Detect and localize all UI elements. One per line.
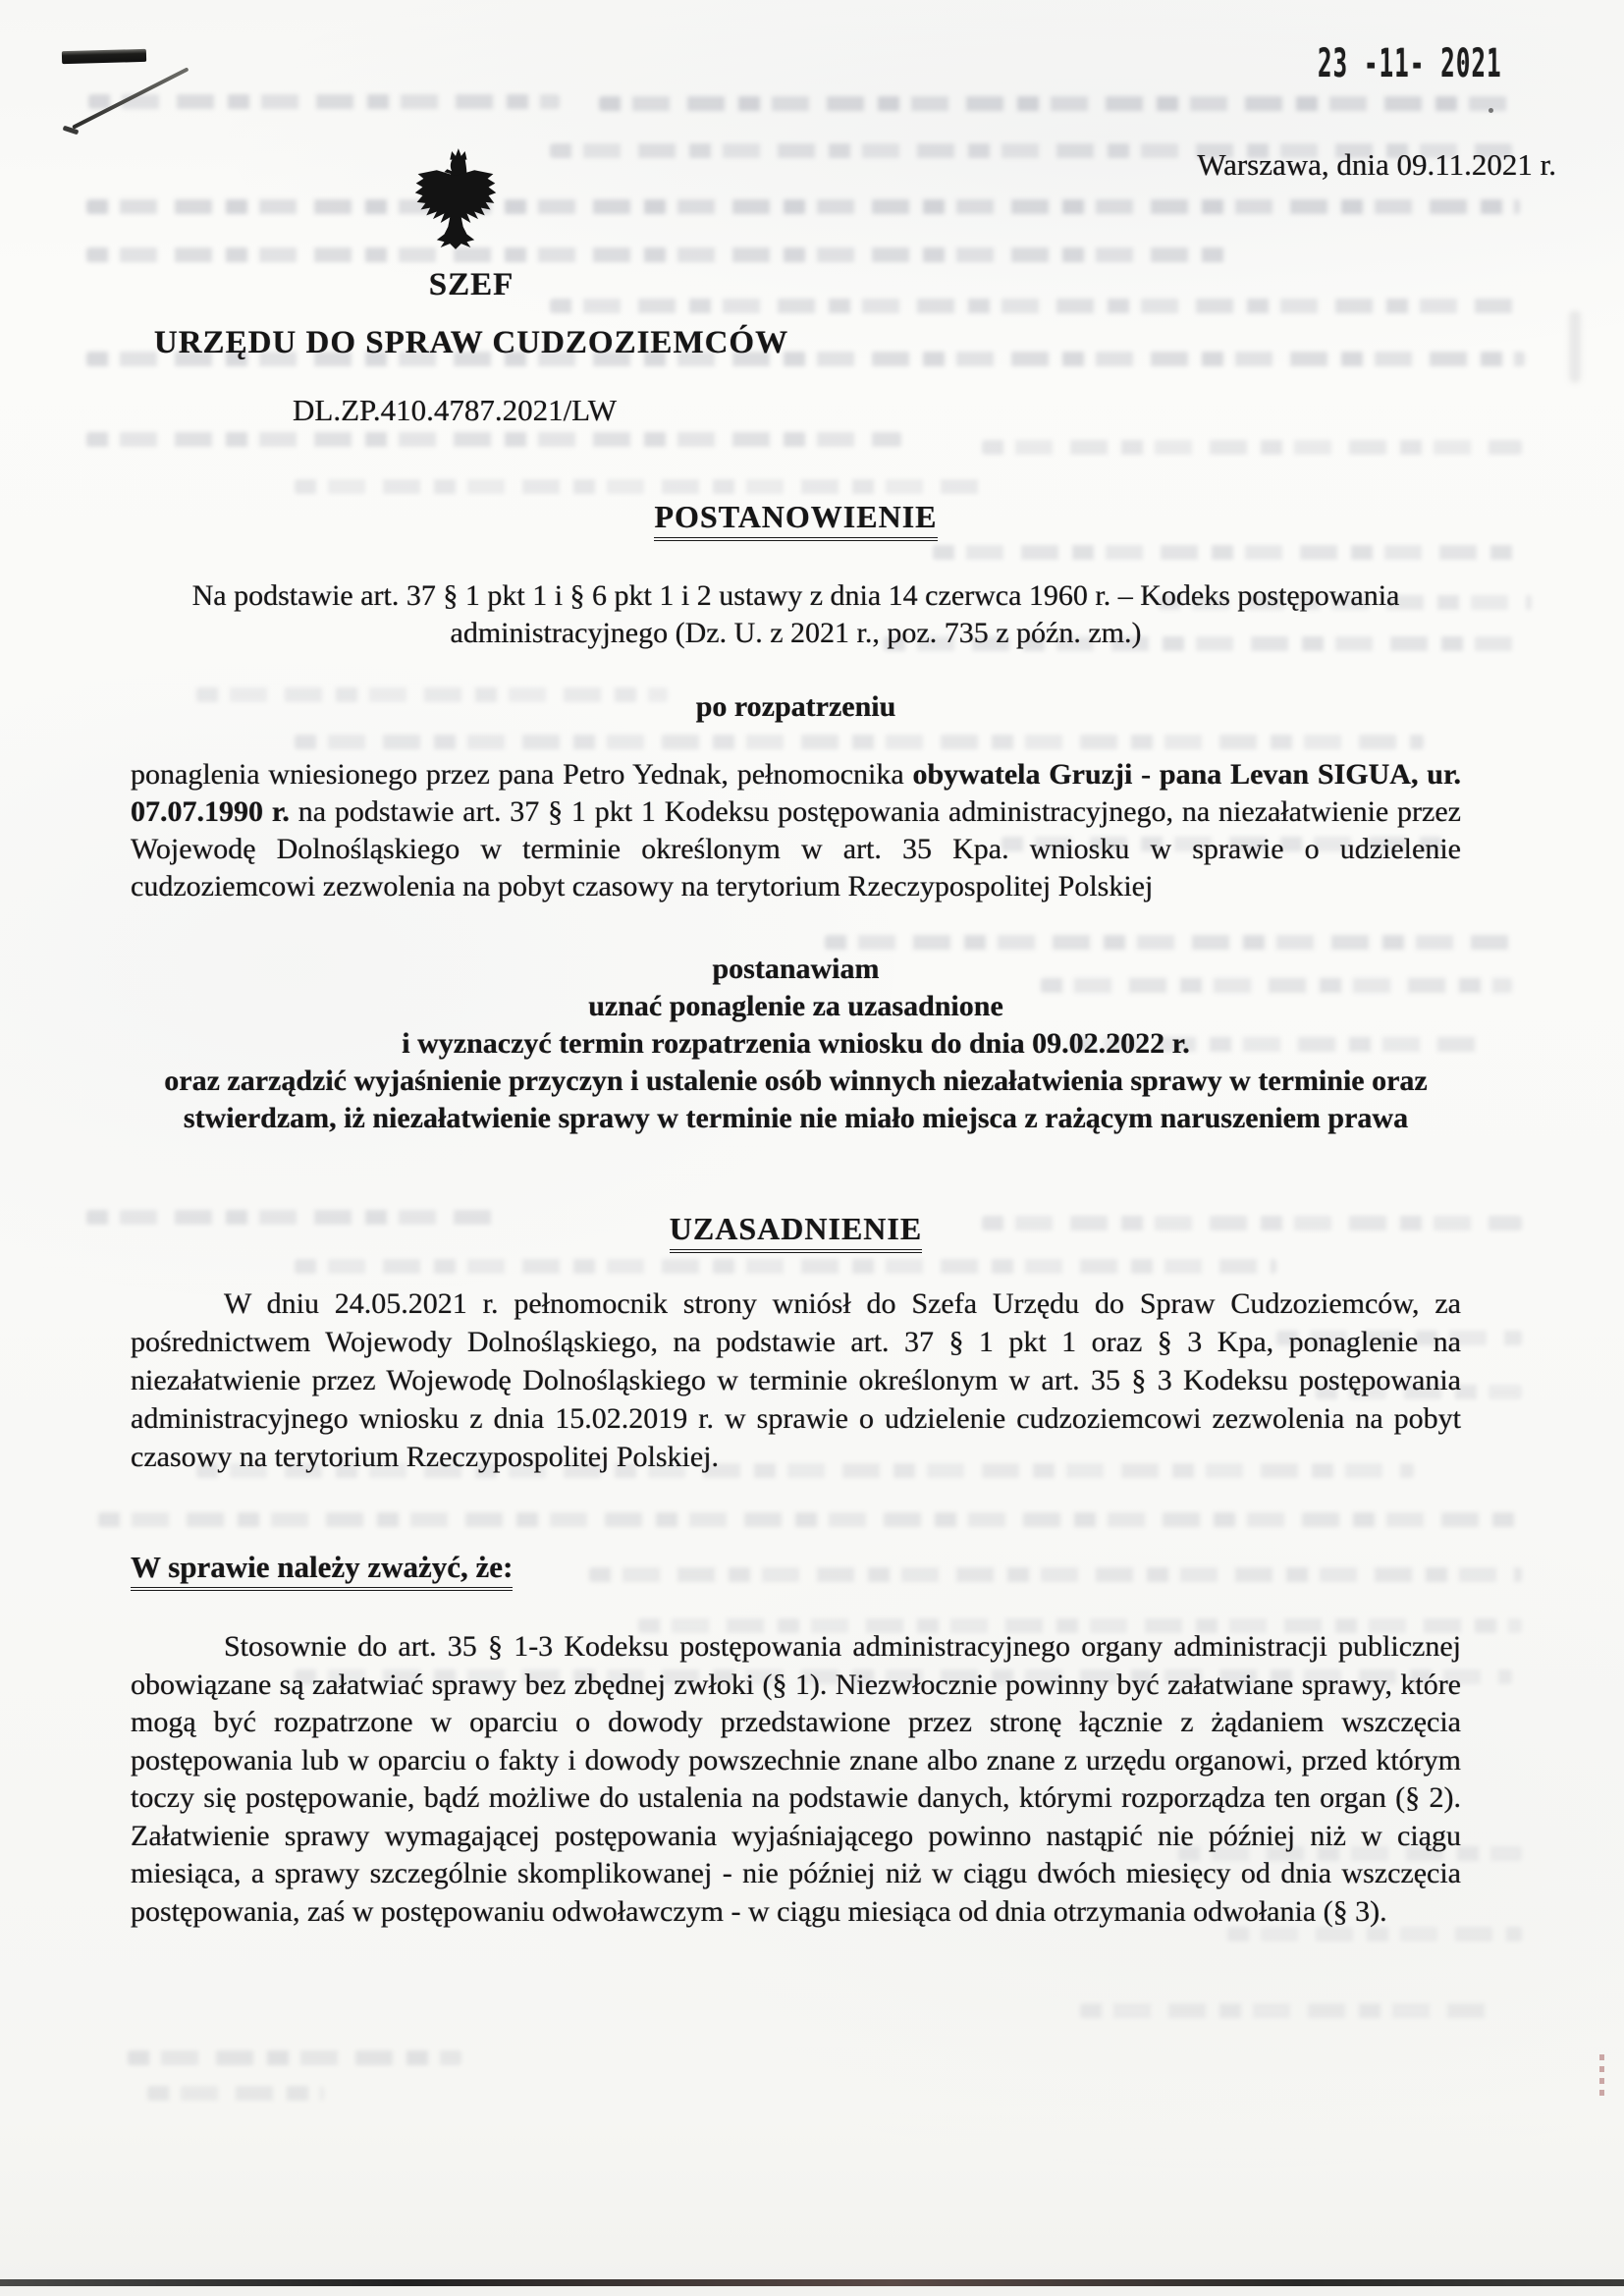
justification-paragraph-1: W dniu 24.05.2021 r. pełnomocnik strony wniósł do Szefa Urzędu do Spraw Cudzoziemców, za pośrednictwem Wojewody Dolnośląskiego, na podstawie art. 37 § 1 pkt 1 oraz § 3 Kpa, ponaglenie na niezałatwienie przez Wojewodę Dolnośląskiego w terminie określonym w art. 35 § 3 Kodeksu postępowania administracyjnego wniosku z dnia 15.02.2019 r. w sprawie o udzielenie cudzoziemcowi zezwolenia na pobyt czasowy na terytorium Rzeczypospolitej Polskiej. <box>131 1287 1461 1473</box>
justification-paragraph-2: Stosownie do art. 35 § 1-3 Kodeksu postępowania administracyjnego organy administracji publicznej obowiązane są załatwiać sprawy bez zbędnej zwłoki (§ 1). Niezwłocznie powinny być załatwiane sprawy, które mogą być rozpatrzone w oparciu o dowody przedstawione przez stronę łącznie z żądaniem wszczęcia postępowania lub w oparciu o fakty i dowody powszechnie znane albo znane z urzędu organowi, przed którym toczy się postępowanie, bądź możliwe do ustalenia na podstawie danych, którymi rozporządza ten organ (§ 2). Załatwienie sprawy wymagającej postępowania wyjaśniającego powinno nastąpić nie później niż w ciągu miesiąca, a sprawy szczególnie skomplikowanej - nie później niż w ciągu dwóch miesięcy od dnia wszczęcia postępowania, zaś w postępowaniu odwoławczym - w ciągu miesiąca od dnia otrzymania odwołania (§ 3). <box>131 1630 1461 1928</box>
justification-heading: UZASADNIENIE <box>670 1211 922 1253</box>
petition-text-normal: na podstawie art. 37 § 1 pkt 1 Kodeksu postępowania administracyjnego, na niezałatwienie przez Wojewodę Dolnośląskiego w terminie określonym w art. 35 Kpa. wniosku w sprawie o udzielenie cudzoziemcowi zezwolenia na pobyt czasowy na terytorium Rzeczypospolitej Polskiej <box>131 795 1461 902</box>
bleed-through-artifact <box>86 199 1520 214</box>
bleed-through-artifact <box>295 735 1424 749</box>
decision-title: POSTANOWIENIE <box>654 499 937 541</box>
polish-eagle-emblem-icon <box>408 147 503 251</box>
legal-basis-paragraph: Na podstawie art. 37 § 1 pkt 1 i § 6 pkt 1 i 2 ustawy z dnia 14 czerwca 1960 r. – Kodeks postępowania administracyjnego (Dz. U. z 2021 r., poz. 735 z późn. zm.) <box>191 579 1400 649</box>
bleed-through-artifact <box>86 432 901 447</box>
pen-mark-bar <box>62 49 146 64</box>
bleed-through-artifact <box>88 94 560 109</box>
scan-speck <box>1489 108 1493 113</box>
resolution-decide-label: postanawiam <box>712 953 880 985</box>
date-received-stamp: 23 -11- 2021 <box>1318 41 1502 86</box>
bleed-through-artifact <box>982 440 1522 455</box>
bleed-through-artifact <box>599 96 1512 111</box>
scan-edge-dashes <box>1599 2050 1604 2096</box>
bleed-through-artifact <box>295 479 982 494</box>
petition-text-normal: ponaglenia wniesionego przez pana Petro Yednak, pełnomocnika <box>131 758 913 791</box>
resolution-point-1: uznać ponaglenie za uzasadnione <box>588 990 1003 1022</box>
bleed-through-artifact <box>147 2086 324 2101</box>
scan-bottom-edge-line <box>0 2279 1624 2286</box>
bleed-through-artifact <box>589 1567 1522 1582</box>
justification-subheading: W sprawie należy zważyć, że: <box>131 1550 513 1591</box>
place-date: Warszawa, dnia 09.11.2021 r. <box>1197 147 1556 182</box>
after-consideration-label: po rozpatrzeniu <box>695 690 896 723</box>
bleed-through-artifact <box>933 545 1522 560</box>
bleed-through-artifact <box>86 247 1225 262</box>
petition-text-bold-subject: obywatela Gruzji - pana Levan SIGUA, ur. 07.07.1990 r. <box>131 758 1462 828</box>
issuer-office-name: URZĘDU DO SPRAW CUDZOZIEMCÓW <box>153 325 789 360</box>
case-number: DL.ZP.410.4787.2021/LW <box>293 393 618 427</box>
issuer-title: SZEF <box>428 267 514 302</box>
bleed-through-artifact <box>1080 2003 1492 2018</box>
bleed-through-artifact <box>295 1259 1276 1274</box>
resolution-point-2: i wyznaczyć termin rozpatrzenia wniosku do dnia 09.02.2022 r. <box>402 1027 1190 1060</box>
petition-paragraph <box>131 756 1461 905</box>
scan-smudge <box>1569 310 1581 383</box>
bleed-through-artifact <box>98 1512 1522 1527</box>
bleed-through-artifact <box>825 935 1512 950</box>
resolution-point-3: oraz zarządzić wyjaśnienie przyczyn i ustalenie osób winnych niezałatwienia sprawy w terminie oraz stwierdzam, iż niezałatwienie sprawy w terminie nie miało miejsca z rażącym naruszeniem prawa <box>164 1065 1428 1134</box>
bleed-through-artifact <box>128 2050 461 2065</box>
